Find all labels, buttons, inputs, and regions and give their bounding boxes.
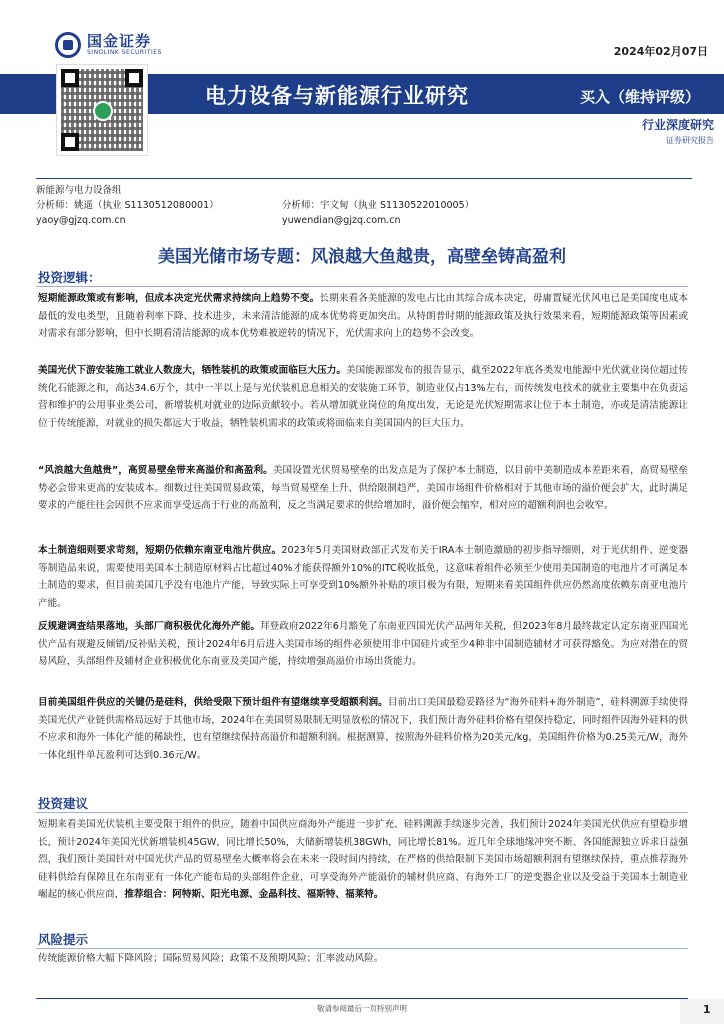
report-date: 2024年02月07日	[613, 45, 708, 58]
report-type: 行业深度研究	[641, 118, 714, 132]
wechat-icon	[93, 101, 113, 121]
footer-disclaimer: 敬请参阅最后一页特别声明	[317, 1004, 407, 1013]
section-logic-heading: 投资逻辑：	[38, 270, 101, 285]
paragraph-2-lead: 美国光伏下游安装施工就业人数庞大，牺牲装机的政策或面临巨大压力。	[38, 365, 346, 376]
analyst-2: 分析师：宇文甸（执业 S1130522010005）	[282, 200, 475, 211]
rating-label: 买入（维持评级）	[580, 88, 701, 106]
section-advice-heading: 投资建议	[38, 796, 89, 811]
paragraph-2-body: 美国能源部发布的报告显示，截至2022年底各类发电能源中光伏就业岗位超过传统化石能源之和，高达34.6万个，其中一半以上是与光伏装机息息相关的安装施工环节，制造业仅占13%左右，而传统发电技术的就业主要集中在负责运营和维护的公用事业类公司，新增装机对就业的边际贡献较小。若从增加就业岗位的角度出发，无论是光伏短期需求让位于本土制造，亦或是清洁能源让位于传统能源，对就业的损失都远大于收益，牺牲装机需求的政策或将面临来自美国国内的巨大压力。	[38, 365, 689, 429]
brand-name-cn: 国金证券	[87, 32, 152, 50]
paragraph-1-lead: 短期能源政策或有影响，但成本决定光伏需求持续向上趋势不变。	[38, 293, 320, 304]
analyst-2-email[interactable]: yuwendian@gjzq.com.cn	[282, 215, 401, 226]
report-subtype: 证券研究报告	[666, 136, 714, 145]
paragraph-8-body: 传统能源价格大幅下降风险；国际贸易风险；政策不及预期风险；汇率波动风险。	[38, 953, 384, 964]
paragraph-3	[38, 462, 688, 515]
paragraph-3-lead: “风浪越大鱼越贵”，高贸易壁垒带来高溢价和高盈利。	[38, 465, 273, 476]
paragraph-5-body: 拜登政府2022年6月豁免了东南亚四国光伏产品两年关税，但2023年8月最终裁定认定东南亚四国光伏产品有规避反倾销/反补贴关税，预计2024年6月后进入美国市场的组件必须使用非中国硅片或至少4种非中国制造辅材才可获得豁免。为应对潜在的贸易风险，头部组件及辅材企业积极优化东南亚及美国产能，持续增强高溢价市场出货能力。	[38, 621, 688, 668]
brand-logo	[55, 32, 162, 58]
paragraph-8	[38, 950, 688, 968]
page-number-box	[680, 999, 724, 1024]
paragraph-3-body: 美国设置光伏贸易壁垒的出发点是为了保护本土制造，以目前中美制造成本差距来看，高贸易壁垒势必会带来更高的安装成本。细数过往美国贸易政策，每当贸易壁垒上升、供给限制趋严，美国市场组件价格相对于其他市场的溢价便会扩大，此时满足要求的产能往往会因供不应求而享受远高于行业的高盈利，反之当满足要求的供给增加时，溢价便会缩窄，相对应的超额利润也会收窄。	[38, 465, 688, 512]
header-divider	[36, 178, 692, 179]
section-advice-divider	[36, 812, 688, 813]
section-risk-heading: 风险提示	[38, 932, 89, 947]
paragraph-7	[38, 816, 688, 904]
paragraph-7-body: 短期来看美国光伏装机主要受限于组件的供应，随着中国供应商海外产能进一步扩充、硅料溯源手续逐步完善，我们预计2024年美国光伏供应有望稳步增长，预计2024年美国光伏新增装机45GW，同比增长50%，大储新增装机38GWh，同比增长81%。近几年全球地缘冲突不断、各国能源独立诉求日益强烈，我们预计美国针对中国光伏产品的贸易壁垒大概率将会在未来一段时间内持续，在严格的供给限制下美国市场超额利润有望继续保持，重点推荐海外硅料供给有保障且在东南亚有一体化产能布局的头部组件企业，可享受海外产能溢价的辅材供应商、有海外工厂的逆变器企业以及受益于美国本土制造业崛起的核心供应商，	[38, 819, 688, 901]
page-number: 1	[703, 1003, 711, 1016]
paragraph-5	[38, 618, 688, 671]
analyst-group: 新能源与电力设备组	[36, 185, 122, 196]
paragraph-7-recommendation: 推荐组合：阿特斯、阳光电源、金晶科技、福斯特、福莱特。	[124, 889, 384, 901]
paragraph-4	[38, 542, 688, 612]
paragraph-4-lead: 本土制造细则要求苛刻，短期仍依赖东南亚电池片供应。	[38, 545, 282, 556]
qr-code-icon	[56, 64, 148, 156]
section-logic-divider	[36, 286, 688, 287]
report-main-title: 美国光储市场专题：风浪越大鱼越贵，高壁垒铸高盈利	[158, 247, 566, 267]
paragraph-5-lead: 反规避调查结果落地，头部厂商积极优化海外产能。	[38, 621, 260, 632]
industry-title: 电力设备与新能源行业研究	[205, 84, 469, 108]
section-risk-divider	[36, 948, 688, 949]
paragraph-6	[38, 694, 688, 764]
paragraph-6-body: 目前出口美国最稳妥路径为“海外硅料+海外制造”，硅料溯源手续使得美国光伏产业链供需格局远好于其他市场，2024年在美国贸易限制无明显放松的情况下，我们预计海外硅料价格有望保持稳定，同时组件因海外硅料的供不应求和海外一体化产能的稀缺性，也有望继续保持高溢价和超额利润。根据测算，按照海外硅料价格为20美元/kg，美国组件价格为0.25美元/W，海外一体化组件单瓦盈利可达到0.36元/W。	[38, 697, 689, 761]
footer-divider	[36, 998, 688, 999]
paragraph-1	[38, 290, 688, 343]
sinolink-logo-icon	[55, 32, 81, 58]
paragraph-6-lead: 目前美国组件供应的关键仍是硅料，供给受限下预计组件有望继续享受超额利润。	[38, 697, 388, 708]
report-header	[0, 0, 724, 176]
analyst-1: 分析师：姚遥（执业 S1130512080001）	[36, 200, 219, 211]
paragraph-1-body: 长期来看各美能源的发电占比由其综合成本决定，毋庸置疑光伏风电已是美国度电成本最低的发电类型，且随着利率下降、技术进步，未来清洁能源的成本优势将更加突出。从特朗普时期的能源政策及执行效果来看，短期能源政策等因素或对需求有部分影响，但中长期看清洁能源的成本优势难被逆转的情况下，光伏需求向上的趋势不会改变。	[38, 293, 688, 340]
paragraph-2	[38, 362, 688, 432]
analyst-1-email[interactable]: yaoy@gjzq.com.cn	[36, 215, 126, 226]
brand-name-en: SINOLINK SECURITIES	[87, 49, 162, 56]
paragraph-4-body: 2023年5月美国财政部正式发布关于IRA本土制造激励的初步指导细则，对于光伏组件、逆变器等制造品来说，需要使用美国本土制造原材料占比超过40%才能获得额外10%的ITC税收抵免，这意味着组件必须至少使用美国制造的电池片才可满足本土制造的要求，但目前美国几乎没有电池片产能，导致实际上可享受到10%额外补贴的项目极为有限，短期来看美国组件供应仍然高度依赖东南亚电池片产能。	[38, 545, 688, 609]
